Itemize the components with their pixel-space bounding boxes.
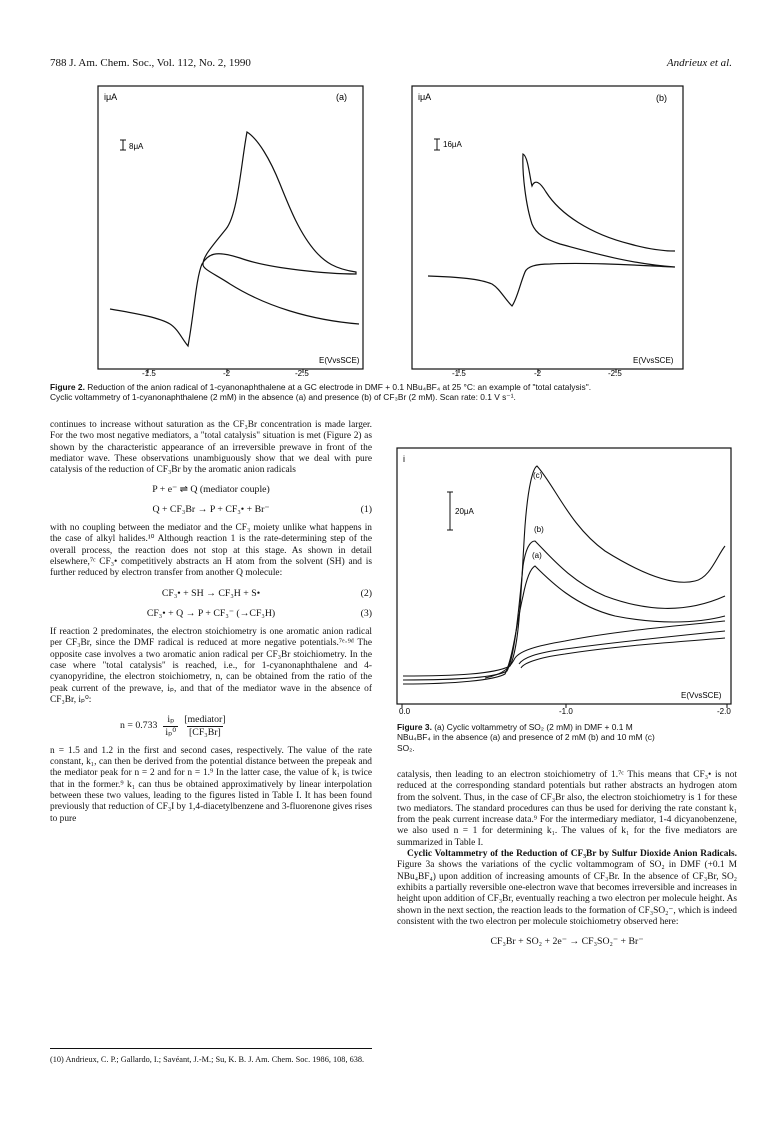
panel-a-frame	[98, 86, 363, 369]
figure-2	[90, 84, 700, 376]
panel-b-tick-2: -2	[534, 369, 542, 376]
running-header-left: 788 J. Am. Chem. Soc., Vol. 112, No. 2, 1990	[50, 57, 251, 69]
equation-mediator: P + e⁻ ⇌ Q (mediator couple)	[152, 484, 270, 496]
curve-b	[403, 541, 725, 680]
figure-2-caption-line2: Cyclic voltammetry of 1-cyanonaphthalene (2 mM) in the absence (a) and presence (b) of CF₃Br (2 mM). Scan rate: 0.1 V s⁻¹.	[50, 392, 516, 403]
equation-3-body: CF₃• + Q → P + CF₃⁻ (→CF₃H)	[146, 607, 276, 619]
figure-3-tick-2: -1.0	[559, 707, 573, 716]
panel-a-tick-1: -1.5	[142, 369, 156, 376]
figure-3-xlabel: E(VvsSCE)	[681, 691, 722, 700]
figure-3-caption	[397, 722, 737, 753]
panel-a-tick-3: -2.5	[295, 369, 309, 376]
curve-label-c: (c)	[533, 471, 543, 480]
curve-label-a: (a)	[532, 551, 542, 560]
panel-b-cv-curve	[428, 154, 675, 306]
figure-3-caption-line2: NBu₄BF₄ in the absence (a) and presence of 2 mM (b) and 10 mM (c)	[397, 732, 655, 743]
panel-a-tag: (a)	[336, 92, 347, 102]
right-para-2: Figure 3a shows the variations of the cyclic voltammogram of SO₂ in DMF (+0.1 M NBu₄BF₄) upon addition of increasing amounts of CF₃Br. In the absence of CF₃Br, SO₂ exhibits a partially reversible one-electron wave that becomes irreversible and increases in height upon addition of CF₃Br, eventually reaching a two electron per molecule height. As shown in the next section, the reaction leads to the formation of CF₃SO₂⁻, which is indeed consistent with the two electron per molecule stoichiometry observed here:	[397, 860, 737, 927]
figure-3-scale-label: 20μA	[455, 507, 474, 516]
equation-final: CF₃Br + SO₂ + 2e⁻ → CF₃SO₂⁻ + Br⁻	[490, 936, 644, 948]
equation-1-body: Q + CF₃Br → P + CF₃• + Br⁻	[152, 503, 270, 515]
panel-b-scale-bar	[434, 139, 440, 150]
figure-3-scale-bar	[447, 492, 453, 530]
panel-b-frame	[412, 86, 683, 369]
equation-2-body: CF₃• + SH → CF₃H + S•	[161, 587, 261, 599]
equation-n-den-1: iₚ⁰	[165, 726, 177, 738]
figure-3-frame	[397, 448, 731, 704]
left-para-3: If reaction 2 predominates, the electron stoichiometry is one aromatic anion radical per CF₃Br, since the DMF radical is reduced at more negative potentials.⁷ᵉ·⁹ᵈ The opposite case involves a two aromatic anion radical per CF₃Br stoichiometry. In the case where "total catalysis" is reached, i.e., for 1-cyanonaphthalene and 4-cyanopyridine, the electron stoichiometry, n, can be obtained from the ratio of the peak current of the prewave, iₚ, and that of the mediator wave in the absence of CF₃Br, iₚ⁰:	[50, 627, 372, 705]
panel-a-tick-2: -2	[223, 369, 231, 376]
figure-2-caption	[50, 382, 740, 403]
figure-3	[395, 446, 740, 716]
curve-c	[403, 466, 725, 676]
panel-a-ylabel: iμA	[104, 92, 118, 102]
panel-b-xlabel: E(VvsSCE)	[633, 356, 674, 365]
equation-n-den-2: [CF₃Br]	[189, 726, 221, 738]
panel-a-cv-curve	[110, 132, 359, 346]
figure-3-caption-lead: Figure 3.	[397, 722, 432, 732]
panel-a-scale-bar	[120, 140, 126, 150]
equation-n-frac-2	[184, 714, 225, 738]
equation-n-lhs: n = 0.733	[120, 720, 158, 732]
equation-3	[50, 608, 372, 619]
figure-3-tick-1: 0.0	[399, 707, 411, 716]
equation-1	[50, 504, 372, 515]
equation-2-number: (2)	[360, 587, 372, 599]
return-branches	[485, 621, 725, 678]
figure-2-caption-lead: Figure 2.	[50, 382, 85, 392]
equation-3-number: (3)	[360, 607, 372, 619]
figure-3-caption-line1: (a) Cyclic voltammetry of SO₂ (2 mM) in DMF + 0.1 M	[431, 722, 633, 732]
panel-b-ylabel: iμA	[418, 92, 432, 102]
panel-a-xlabel: E(VvsSCE)	[319, 356, 360, 365]
panel-b-scale-label: 16μA	[443, 140, 462, 149]
equation-n-num-2: [mediator]	[184, 714, 226, 726]
left-para-1: continues to increase without saturation as the CF₃Br concentration is made larger. For the two most negative mediators, a "total catalysis" situation is met (Figure 2) as shown by the characteristic appearance of an irreversible prewave in front of the mediator wave. These observations unambiguously show that we deal with pure catalysis of the reduction of CF₃Br by the aromatic anion radicals	[50, 420, 372, 476]
curve-a	[403, 566, 725, 684]
panel-b-tick-1: -1.5	[452, 369, 466, 376]
panel-b-tick-3: -2.5	[608, 369, 622, 376]
left-para-4: n = 1.5 and 1.2 in the first and second cases, respectively. The value of the rate constant, k₁, can then be derived from the potential distance between the prepeak and the mediator peak for n = 2 and for n = 1.⁹ In the latter case, the value of k₁ is twice that in the former.⁹ k₁ can thus be obtained approximatively by linear interpolation between these two values, leading to the figures listed in Table I. It has been found previously that reduction of CF₃I by 1,4-diacetylbenzene and 3-fluorenone gives rises to pure	[50, 745, 372, 824]
running-header-right: Andrieux et al.	[666, 57, 732, 69]
left-para-2: with no coupling between the mediator and the CF₃ moiety unlike what happens in the case of alkyl halides.¹⁰ Although reaction 1 is the rate-determining step of the overall process, the reaction does not stop at this stage. As shown in detail elsewhere,⁷ᶜ CF₃• competitively abstracts an H atom from the solvent (SH) and is further reduced by electron transfer from another Q molecule:	[50, 523, 372, 579]
equation-n	[120, 714, 372, 738]
panel-a-scale-label: 8μA	[129, 142, 144, 151]
figure-3-caption-line3: SO₂.	[397, 742, 415, 753]
figure-2-caption-line1: Reduction of the anion radical of 1-cyanonaphthalene at a GC electrode in DMF + 0.1 NBu₄BF₄ at 25 °C: an example of "total catalysis".	[84, 382, 592, 392]
figure-3-ylabel: i	[403, 454, 405, 464]
footnote-10: (10) Andrieux, C. P.; Gallardo, I.; Savéant, J.-M.; Su, K. B. J. Am. Chem. Soc. 1986, 108, 638.	[50, 1055, 365, 1064]
equation-2	[50, 588, 372, 599]
figure-3-tick-3: -2.0	[717, 707, 731, 716]
curve-label-b: (b)	[534, 525, 544, 534]
equation-1-number: (1)	[360, 503, 372, 515]
left-column	[50, 420, 372, 825]
panel-b-tag: (b)	[656, 93, 667, 103]
section-title: Cyclic Voltammetry of the Reduction of CF₃Br by Sulfur Dioxide Anion Radicals.	[407, 849, 737, 860]
equation-n-num-1: iₚ	[167, 714, 175, 726]
footnote-rule	[50, 1048, 372, 1049]
right-para-1: catalysis, then leading to an electron stoichiometry of 1.⁷ᶜ This means that CF₃• is not reduced at the corresponding standard potentials but rather abstracts an hydrogen atom from the solvent. Thus, in the case of CF₃Br also, the electron stoichiometry is 1 for these two mediators. The standard procedures can thus be used for deriving the rate constant k₁ from the peak current increase data.⁹ For the intermediary mediator, 1-4 dicyanobenzene, we also used n = 1 for determining k₁. The values of k₁ for the five mediators are summarized in Table I.	[397, 770, 737, 848]
equation-n-frac-1	[163, 714, 178, 738]
right-column	[397, 770, 737, 947]
